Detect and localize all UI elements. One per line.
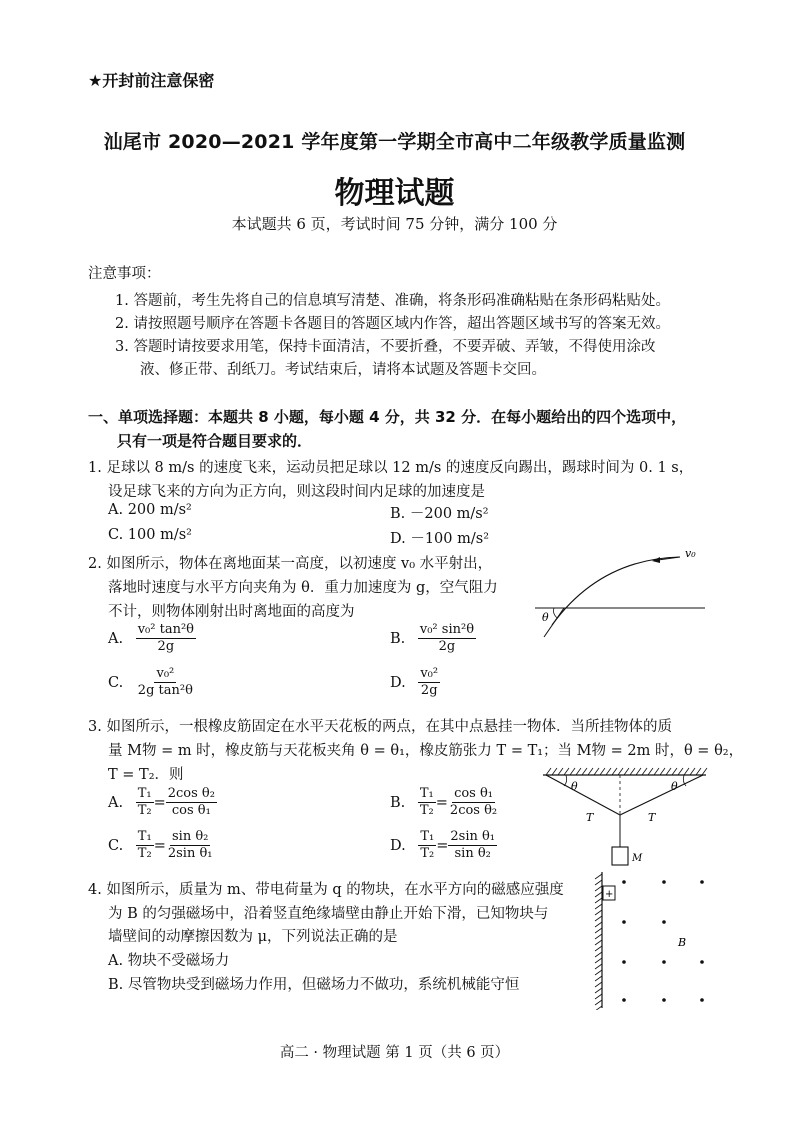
denominator: 2g tan²θ: [137, 683, 193, 699]
hatch-stroke: [595, 946, 602, 951]
fraction-rhs: [166, 830, 215, 862]
field-dot: [662, 880, 666, 884]
denominator: T₂: [420, 846, 435, 862]
confidential-label: ★开封前注意保密: [88, 71, 215, 90]
field-dot: [700, 960, 704, 964]
q2-option-a: [108, 623, 196, 655]
q4-stem-line2: 为 B 的匀强磁场中，沿着竖直绝缘墙壁由静止开始下滑，已知物块与: [108, 906, 549, 922]
numerator: 2cos θ₂: [166, 787, 217, 803]
denominator: 2g: [157, 639, 175, 655]
q3-option-a: A. $\frac{\text{T₁}}{\text{T₂}}$ = $\frac{\text{2cos θ₂}}{\text{cos θ₁}}$: [108, 786, 215, 819]
q3-stem-line1: 3. 如图所示，一根橡皮筋固定在水平天花板的两点，在其中点悬挂一物体．当所挂物体的质: [88, 719, 672, 735]
field-dot: [622, 960, 626, 964]
section-heading: 一、单项选择题：本题共 8 小题，每小题 4 分，共 32 分．在每小题给出的四个选项中，: [88, 408, 687, 426]
band-left: [546, 775, 620, 815]
numerator: sin θ₂: [170, 830, 210, 846]
numerator: cos θ₁: [452, 787, 495, 803]
option-label: B.: [390, 794, 406, 811]
field-b-label: B: [678, 936, 687, 949]
numerator: T₁: [136, 787, 154, 803]
denominator: 2cos θ₂: [449, 803, 498, 819]
q3-stem-line2: 量 M物 = m 时，橡皮筋与天花板夹角 θ = θ₁，橡皮筋张力 T = T₁；当 M物 = 2m 时，θ = θ₂，: [108, 743, 744, 759]
hatch-stroke: [595, 934, 602, 939]
hatch-stroke: [594, 768, 599, 775]
hatch-stroke: [595, 994, 602, 999]
numerator: v₀²: [418, 667, 440, 683]
q3-option-c: C. $\frac{\text{T₁}}{\text{T₂}}$ = $\frac{\text{sin θ₂}}{\text{2sin θ₁}}$: [108, 829, 213, 862]
hatch-stroke: [666, 768, 671, 775]
hatch-stroke: [595, 892, 602, 897]
q1-option-b: B. －200 m/s²: [390, 506, 489, 522]
field-dot: [622, 920, 626, 924]
q1-option-a: A. 200 m/s²: [108, 502, 192, 518]
option-label: A.: [108, 630, 124, 647]
q2-stem-line1: 2. 如图所示，物体在离地面某一高度，以初速度 v₀ 水平射出，: [88, 556, 493, 572]
q3-option-b: B. $\frac{\text{T₁}}{\text{T₂}}$ = $\frac{\text{cos θ₁}}{\text{2cos θ₂}}$: [390, 786, 498, 819]
numerator: T₁: [136, 830, 154, 846]
denominator: 2sin θ₁: [167, 846, 213, 862]
fraction: [136, 623, 196, 655]
hatch-stroke: [595, 964, 602, 969]
hatch-stroke: [595, 970, 602, 975]
hatch-stroke: [570, 768, 575, 775]
numerator: v₀²: [154, 667, 176, 683]
field-dots: [622, 880, 704, 1002]
subject-title: 物理试题: [334, 176, 455, 211]
mass-label: M: [632, 853, 643, 864]
hatch-stroke: [582, 768, 587, 775]
note-item-3-cont: 液、修正带、刮纸刀。考试结束后，请将本试题及答题卡交回。: [140, 362, 546, 378]
hatch-stroke: [595, 898, 602, 903]
q3-stem-line3: T = T₂．则: [108, 767, 184, 783]
hatch-stroke: [595, 880, 602, 885]
band-right: [620, 775, 703, 815]
option-label: D.: [390, 674, 406, 691]
angle-arc: [553, 608, 557, 618]
wall-hatching: [595, 874, 602, 1010]
denominator: 2g: [420, 683, 438, 699]
theta-label: θ: [542, 611, 549, 624]
fraction-lhs: [418, 830, 436, 862]
field-dot: [622, 880, 626, 884]
hatch-stroke: [702, 768, 707, 775]
field-dot: [662, 998, 666, 1002]
hatch-stroke: [600, 768, 605, 775]
exam-info: 本试题共 6 页，考试时间 75 分钟，满分 100 分: [231, 215, 558, 233]
fraction: [418, 623, 476, 655]
fraction-lhs: [136, 787, 154, 819]
hatch-stroke: [624, 768, 629, 775]
hatch-stroke: [660, 768, 665, 775]
page-footer: 高二 · 物理试题 第 1 页（共 6 页）: [279, 1045, 510, 1061]
q1-stem-line2: 设足球飞来的方向为正方向，则这段时间内足球的加速度是: [108, 484, 485, 500]
hatch-stroke: [648, 768, 653, 775]
q4-stem-line1: 4. 如图所示，质量为 m、带电荷量为 q 的物块，在水平方向的磁感应强度: [88, 882, 564, 898]
q4-option-b: B. 尽管物块受到磁场力作用，但磁场力不做功，系统机械能守恒: [108, 977, 520, 993]
hatch-stroke: [595, 958, 602, 963]
hatch-stroke: [595, 916, 602, 921]
theta-left-label: θ: [571, 780, 578, 793]
note-item-2: 2. 请按照题号顺序在答题卡各题目的答题区域内作答，超出答题区域书写的答案无效。: [115, 316, 670, 332]
hatch-stroke: [595, 952, 602, 957]
hatch-stroke: [595, 976, 602, 981]
q1-option-c: C. 100 m/s²: [108, 527, 192, 543]
note-item-1: 1. 答题前，考生先将自己的信息填写清楚、准确，将条形码准确粘贴在条形码粘贴处。: [115, 293, 670, 309]
hatch-stroke: [576, 768, 581, 775]
hatch-stroke: [654, 768, 659, 775]
q2-stem-line3: 不计，则物体刚射出时离地面的高度为: [108, 604, 355, 620]
q2-stem-line2: 落地时速度与水平方向夹角为 θ．重力加速度为 g，空气阻力: [108, 580, 498, 596]
option-label: A.: [108, 794, 124, 811]
hatch-stroke: [612, 768, 617, 775]
fraction: [418, 667, 440, 699]
option-label: B.: [390, 630, 406, 647]
hatch-stroke: [684, 768, 689, 775]
hatch-stroke: [595, 940, 602, 945]
field-dot: [700, 880, 704, 884]
denominator: sin θ₂: [454, 846, 491, 862]
hatch-stroke: [595, 1006, 602, 1010]
q4-stem-line3: 墙壁间的动摩擦因数为 μ，下列说法正确的是: [108, 929, 398, 945]
field-dot: [662, 920, 666, 924]
denominator: T₂: [137, 846, 152, 862]
hatch-stroke: [595, 874, 602, 879]
option-label: D.: [390, 837, 406, 854]
numerator: 2sin θ₁: [448, 830, 497, 846]
denominator: 2g: [438, 639, 456, 655]
hatch-stroke: [595, 922, 602, 927]
fraction-lhs: [418, 787, 436, 819]
hatch-stroke: [595, 1000, 602, 1005]
hatch-stroke: [696, 768, 701, 775]
hatch-stroke: [618, 768, 623, 775]
hatch-stroke: [564, 768, 569, 775]
hatch-stroke: [690, 768, 695, 775]
hatch-stroke: [595, 988, 602, 993]
fraction-rhs: [448, 830, 497, 862]
hatch-stroke: [595, 904, 602, 909]
hatch-stroke: [642, 768, 647, 775]
hatch-stroke: [552, 768, 557, 775]
numerator: v₀² tan²θ: [136, 623, 196, 639]
q1-option-d: D. －100 m/s²: [390, 531, 490, 547]
tension-right-label: T: [648, 811, 656, 824]
hatch-stroke: [678, 768, 683, 775]
option-label: C.: [108, 674, 124, 691]
exam-title: 汕尾市 2020—2021 学年度第一学期全市高中二年级教学质量监测: [103, 131, 686, 153]
q2-projectile-figure: [530, 545, 710, 650]
denominator: T₂: [419, 803, 434, 819]
notes-heading: 注意事项：: [88, 266, 161, 282]
q2-option-d: [390, 667, 440, 699]
tension-left-label: T: [586, 811, 594, 824]
numerator: v₀² sin²θ: [418, 623, 476, 639]
hatch-stroke: [606, 768, 611, 775]
numerator: T₁: [418, 830, 436, 846]
hatch-stroke: [546, 768, 551, 775]
q4-option-a: A. 物块不受磁场力: [108, 953, 230, 969]
hatch-stroke: [588, 768, 593, 775]
fraction-rhs: [166, 787, 217, 819]
note-item-3: 3. 答题时请按要求用笔，保持卡面清洁，不要折叠，不要弄破、弄皱，不得使用涂改: [115, 339, 656, 355]
q3-option-d: D. $\frac{\text{T₁}}{\text{T₂}}$ = $\frac{\text{2sin θ₁}}{\text{sin θ₂}}$: [390, 829, 496, 862]
ceiling-hatching: [546, 768, 707, 775]
fraction-lhs: [136, 830, 154, 862]
q3-rubber-band-figure: [538, 765, 713, 875]
q2-option-b: [390, 623, 476, 655]
numerator: T₁: [418, 787, 436, 803]
theta-right-label: θ: [671, 780, 678, 793]
hatch-stroke: [558, 768, 563, 775]
hatch-stroke: [595, 910, 602, 915]
hatch-stroke: [630, 768, 635, 775]
hatch-stroke: [595, 886, 602, 891]
q4-magnetic-field-figure: [592, 870, 717, 1010]
field-dot: [700, 998, 704, 1002]
fraction: [136, 667, 195, 699]
hatch-stroke: [672, 768, 677, 775]
denominator: T₂: [137, 803, 152, 819]
hatch-stroke: [595, 982, 602, 987]
denominator: cos θ₁: [171, 803, 211, 819]
fraction-rhs: [448, 787, 499, 819]
field-dot: [662, 960, 666, 964]
field-dot: [622, 998, 626, 1002]
hanging-mass: [612, 847, 628, 865]
charge-plus-label: +: [605, 889, 614, 900]
section-heading-cont: 只有一项是符合题目要求的．: [117, 432, 313, 450]
hatch-stroke: [636, 768, 641, 775]
v0-label: v₀: [685, 547, 696, 560]
trajectory-curve: [552, 557, 680, 625]
hatch-stroke: [595, 928, 602, 933]
q2-option-c: [108, 667, 195, 699]
option-label: C.: [108, 837, 124, 854]
q1-stem-line1: 1. 足球以 8 m/s 的速度飞来，运动员把足球以 12 m/s 的速度反向踢出，踢球时间为 0. 1 s，: [88, 460, 694, 476]
